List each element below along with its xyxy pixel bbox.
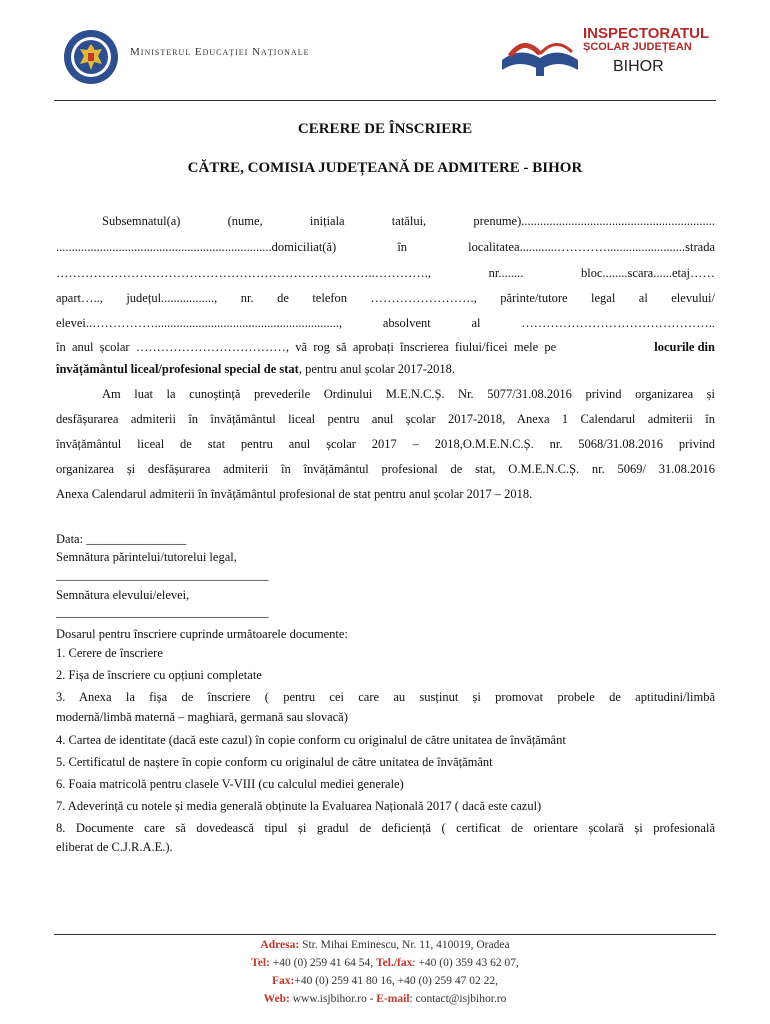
- documents-heading: Dosarul pentru înscriere cuprinde următoarele documente:: [56, 627, 348, 641]
- fax-label: Fax:: [271, 975, 295, 987]
- isj-title: [583, 26, 709, 75]
- email-link[interactable]: : contact@isjbihor.ro: [409, 993, 507, 1005]
- list-item: 6. Foaia matricolă pentru clasele V-VIII (cu calculul mediei generale): [56, 777, 404, 791]
- legal-line-5: Anexa Calendarul admiterii în învățământul profesional de stat pentru anul școlar 2017 – 2018.: [56, 487, 533, 501]
- footer-fax: [0, 975, 770, 987]
- tel-label: Tel:: [251, 957, 270, 969]
- isj-book-logo: [500, 30, 580, 80]
- form-line-7-tail: , pentru anul școlar 2017-2018.: [298, 362, 456, 376]
- student-signature-line: __________________________________: [56, 605, 269, 619]
- form-line-6-bold: locurile din: [654, 340, 715, 354]
- form-line-1: Subsemnatul(a) (nume, inițiala tatălui, prenume)..............................................................: [102, 214, 715, 228]
- list-item: 4. Cartea de identitate (dacă este cazul) în copie conform cu originalul de către unitatea de învățământ: [56, 733, 566, 747]
- document-subtitle: CĂTRE, COMISIA JUDEȚEANĂ DE ADMITERE - BIHOR: [187, 160, 583, 176]
- address-text: Str. Mihai Eminescu, Nr. 11, 410019, Oradea: [299, 939, 510, 951]
- government-seal-logo: [62, 28, 120, 86]
- list-item: 5. Certificatul de naștere în copie conform cu originalul de către unitatea de învățământ: [56, 755, 493, 769]
- footer-web: [0, 993, 770, 1005]
- header-divider: [54, 100, 716, 101]
- date-field: Data: ________________: [56, 532, 187, 546]
- web-link[interactable]: www.isjbihor.ro -: [289, 993, 377, 1005]
- ministry-name: Ministerul Educației Naționale: [130, 46, 310, 58]
- isj-line-2: ȘCOLAR JUDEȚEAN: [583, 41, 692, 53]
- list-item: 2. Fișa de înscriere cu opțiuni completate: [56, 668, 262, 682]
- parent-signature-line: __________________________________: [56, 568, 269, 582]
- email-label: E-mail: [376, 993, 410, 1005]
- list-item: modernă/limbă maternă – maghiară, germană sau slovacă): [56, 710, 348, 724]
- form-line-2: .....................................................................domiciliat(ă) în localitatea............………….........................strada: [56, 240, 715, 254]
- form-line-6: [56, 340, 715, 355]
- legal-line-2: desfășurarea admiterii în învățământul liceal pentru anul școlar 2017-2018, Anexa 1 Calendarul admiterii în: [56, 412, 715, 426]
- address-label: Adresa:: [260, 939, 300, 951]
- legal-line-4: organizarea și desfășurarea admiterii în învățământul profesional de stat, O.M.E.N.C.Ș. nr. 5069/ 31.08.2016: [56, 462, 715, 476]
- telfax-label: Tel./fax: [376, 957, 413, 969]
- document-title: CERERE DE ÎNSCRIERE: [297, 121, 473, 137]
- list-item: 7. Adeverință cu notele și media generală obținute la Evaluarea Națională 2017 ( dacă este cazul): [56, 799, 542, 813]
- form-line-3: …………………………………………………………………..…………., nr........ bloc........scara......etaj……: [56, 266, 715, 280]
- list-item: 1. Cerere de înscriere: [56, 646, 163, 660]
- form-line-6-text: în anul școlar ………………………………, vă rog să aprobați înscrierea fiului/ficei mele pe: [56, 340, 557, 354]
- list-item: 8. Documente care să dovedească tipul și gradul de deficiență ( certificat de orientare școlară și profesională: [56, 821, 715, 835]
- form-line-7: [56, 362, 715, 377]
- legal-line-1: Am luat la cunoștință prevederile Ordinului M.E.N.C.Ș. Nr. 5077/31.08.2016 privind organizarea și: [102, 387, 715, 401]
- fax-text: +40 (0) 259 41 80 16, +40 (0) 259 47 02 22,: [294, 975, 499, 987]
- form-line-5: elevei..……………..........................................................., absolvent al ………………………………………..: [56, 316, 715, 330]
- footer-divider: [54, 934, 716, 935]
- list-item: 3. Anexa la fișa de înscriere ( pentru cei care au susținut și promovat probele de aptitudini/limbă: [56, 690, 715, 704]
- tel-text: +40 (0) 259 41 64 54,: [269, 957, 377, 969]
- footer-phones: [0, 957, 770, 969]
- isj-line-3: BIHOR: [613, 58, 664, 75]
- legal-line-3: învățământul liceal de stat pentru anul școlar 2017 – 2018,O.M.E.N.C.Ș. nr. 5068/31.08.2016 privind: [56, 437, 715, 451]
- form-line-7-bold: învățământul liceal/profesional special de stat: [56, 362, 299, 376]
- footer-address: [0, 939, 770, 951]
- student-signature-label: Semnătura elevului/elevei,: [56, 588, 190, 602]
- list-item: eliberat de C.J.R.A.E.).: [56, 840, 173, 854]
- web-label: Web:: [263, 993, 290, 1005]
- telfax-text: : +40 (0) 359 43 62 07,: [412, 957, 519, 969]
- parent-signature-label: Semnătura părintelui/tutorelui legal,: [56, 550, 237, 564]
- form-line-4: apart….., județul................., nr. de telefon ……………………., părinte/tutore legal al elevului/: [56, 291, 715, 305]
- isj-line-1: INSPECTORATUL: [583, 25, 710, 42]
